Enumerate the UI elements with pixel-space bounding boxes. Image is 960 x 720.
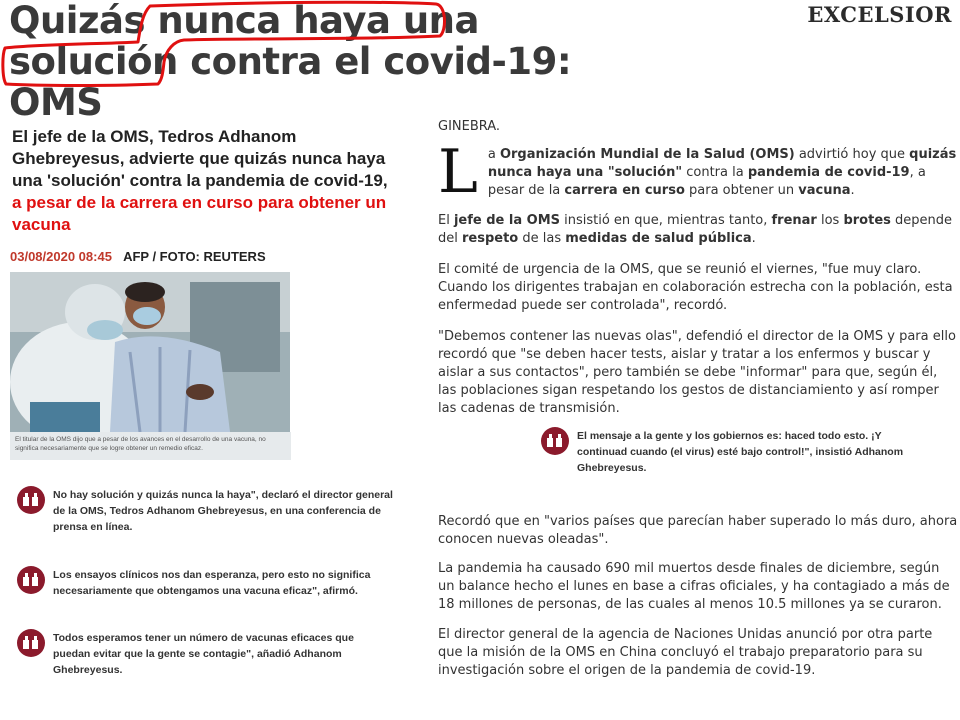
p2-bold: medidas de salud pública [565, 231, 752, 246]
p2-bold: brotes [843, 213, 891, 228]
article-summary [12, 126, 397, 236]
p2-text: insistió en que, mientras tanto, [560, 213, 772, 228]
article-meta [10, 249, 266, 264]
p2-text: depende del [438, 213, 952, 246]
article-photo [10, 272, 290, 432]
dateline: GINEBRA. [438, 119, 501, 134]
quote-text: Todos esperamos tener un número de vacunas eficaces que puedan evitar que la gente se contagie", añadió Adhanom Ghebreyesus. [53, 632, 354, 676]
photo-credit: AFP / FOTO: REUTERS [123, 249, 266, 264]
p1-bold: pandemia de covid-19 [747, 165, 910, 180]
headline-line-3: OMS [9, 81, 103, 124]
headline-line-2: solución contra el covid-19: [9, 40, 572, 83]
photo-caption: El titular de la OMS dijo que a pesar de los avances en el desarrollo de una vacuna, no significa necesariamente que se logre obtener un remedio eficaz. [10, 432, 291, 460]
drop-cap: L [438, 137, 478, 207]
p2-bold: respeto [462, 231, 519, 246]
quote-text: Los ensayos clínicos nos dan esperanza, pero esto no significa necesariamente que obtengamos una vacuna eficaz", afirmó. [53, 569, 371, 597]
paragraph-2 [438, 212, 958, 248]
p2-bold: frenar [771, 213, 817, 228]
p2-text: los [816, 213, 844, 228]
p1-text: advirtió hoy que [794, 147, 910, 162]
p2-text: de las [518, 231, 566, 246]
p1-text: . [850, 183, 855, 198]
quote-icon [17, 629, 45, 657]
paragraph-1 [438, 137, 958, 207]
p2-text: El [438, 213, 454, 228]
paragraph-5: Recordó que en "varios países que parecían haber superado lo más duro, ahora conocen nuevas oleadas". [438, 514, 958, 547]
p2-bold: jefe de la OMS [453, 213, 560, 228]
p1-bold: carrera en curso [564, 183, 685, 198]
quote-icon [17, 486, 45, 514]
p2-text: . [751, 231, 756, 246]
p1-text: para obtener un [684, 183, 799, 198]
paragraph-3: El comité de urgencia de la OMS, que se reunió el viernes, "fue muy claro. Cuando los dirigentes trabajan en colaboración estrecha con la población, esta enfermedad puede ser controlada", recordó. [438, 262, 953, 313]
quote-block-article [577, 428, 927, 476]
headline-line-1: Quizás nunca haya una [9, 0, 479, 42]
p1-text: a [487, 147, 500, 162]
quote-text: No hay solución y quizás nunca la haya", declaró el director general de la OMS, Tedros Adhanom Ghebreyesus, en una conferencia de prensa en línea. [53, 489, 393, 533]
paragraph-7: El director general de la agencia de Naciones Unidas anunció por otra parte que la misión de la OMS en China concluyó el trabajo preparatorio para su investigación sobre el origen de la pandemia de covid-19. [438, 627, 933, 678]
p1-text: , a pesar de la [487, 165, 926, 198]
quote-icon [17, 566, 45, 594]
p1-bold: quizás nunca haya una "solución" [487, 147, 957, 180]
p1-bold: vacuna [798, 183, 851, 198]
quote-block-2 [53, 567, 393, 599]
p1-bold: Organización Mundial de la Salud (OMS) [499, 147, 795, 162]
summary-text: El jefe de la OMS, Tedros Adhanom Ghebreyesus, advierte que quizás nunca haya una 'solución' contra la pandemia de covid-19, [12, 127, 388, 190]
page-title [9, 0, 609, 123]
publish-date: 03/08/2020 08:45 [10, 249, 112, 264]
quote-text: El mensaje a la gente y los gobiernos es: haced todo esto. ¡Y continuad cuando (el virus) esté bajo control!", insistió Adhanom Ghebreyesus. [577, 430, 904, 474]
paragraph-6: La pandemia ha causado 690 mil muertos desde finales de diciembre, según un balance hecho el lunes en base a cifras oficiales, y ha contagiado a más de 18 millones de personas, de las cuales al menos 10.5 millones ya se curaron. [438, 561, 950, 612]
p1-text: contra la [682, 165, 748, 180]
quote-icon [541, 427, 569, 455]
hospital-photo-illustration [10, 272, 290, 432]
summary-highlight: a pesar de la carrera en curso para obtener un vacuna [12, 193, 387, 234]
paragraph-4: "Debemos contener las nuevas olas", defendió el director de la OMS y para ello recordó que "se deben hacer tests, aislar y tratar a los enfermos y buscar y aislar a sus contactos", pero también se debe "informar" para que, según él, las poblaciones sigan respetando los gestos de distanciamiento y así romper las cadenas de transmisión. [438, 329, 956, 416]
excelsior-logo[interactable]: EXCELSIOR [807, 2, 952, 27]
quote-block-3 [53, 630, 393, 678]
quote-block-1 [53, 487, 393, 535]
